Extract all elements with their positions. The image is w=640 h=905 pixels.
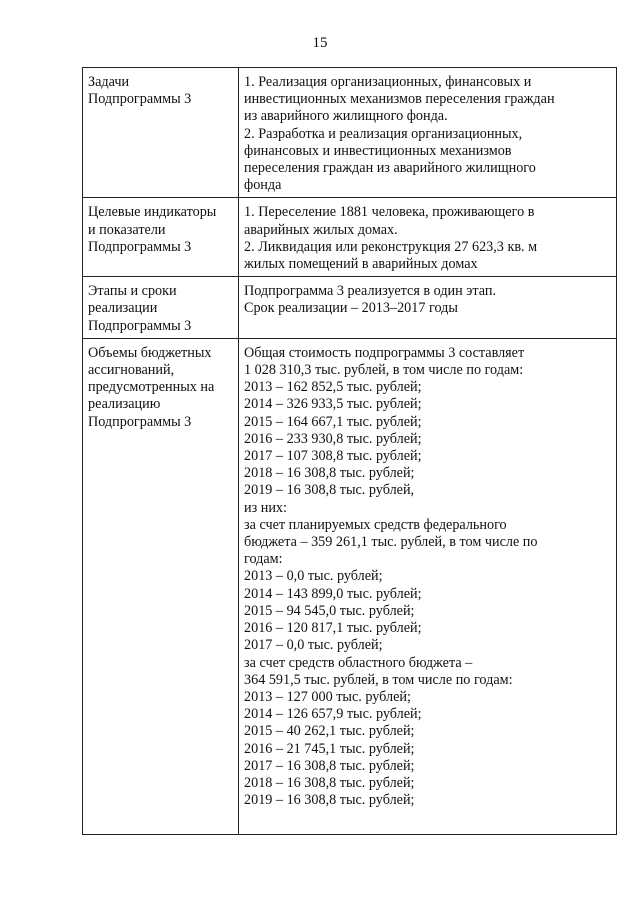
row-value-line: Общая стоимость подпрограммы 3 составляет xyxy=(244,344,525,361)
row-value-line: 1. Переселение 1881 человека, проживающего в xyxy=(244,204,535,221)
table-row xyxy=(83,277,617,339)
row-value-line: 2. Разработка и реализация организационных, xyxy=(244,125,523,142)
row-label-line: реализацию xyxy=(88,396,161,413)
row-value-line: 2018 – 16 308,8 тыс. рублей; xyxy=(244,774,415,791)
row-value-line: за счет планируемых средств федерального xyxy=(244,516,507,533)
row-value-line: аварийных жилых домах. xyxy=(244,221,398,238)
row-value-line: жилых помещений в аварийных домах xyxy=(244,256,478,273)
row-label-line: Подпрограммы 3 xyxy=(88,317,192,334)
row-label-line: ассигнований, xyxy=(88,362,175,379)
row-value-cell xyxy=(239,277,617,339)
row-value-line: 2014 – 126 657,9 тыс. рублей; xyxy=(244,706,422,723)
row-value-line: фонда xyxy=(244,177,282,194)
row-value-line: бюджета – 359 261,1 тыс. рублей, в том числе по xyxy=(244,534,538,551)
row-value-line: 2019 – 16 308,8 тыс. рублей, xyxy=(244,482,415,499)
row-value-line: 2013 – 162 852,5 тыс. рублей; xyxy=(244,379,422,396)
page-number: 15 xyxy=(312,35,328,51)
row-label-line: реализации xyxy=(88,300,158,317)
row-value-cell xyxy=(239,338,617,834)
cell-bottom-spacer xyxy=(244,809,612,831)
row-label-cell xyxy=(83,68,239,198)
subprogram-passport-table xyxy=(82,67,617,835)
row-value-line: 364 591,5 тыс. рублей, в том числе по годам: xyxy=(244,671,513,688)
row-value-line: 2015 – 164 667,1 тыс. рублей; xyxy=(244,413,422,430)
row-value-line: 2017 – 16 308,8 тыс. рублей; xyxy=(244,757,415,774)
row-value-line: Срок реализации – 2013–2017 годы xyxy=(244,300,458,317)
row-label-line: Подпрограммы 3 xyxy=(88,91,192,108)
row-value-line: инвестиционных механизмов переселения граждан xyxy=(244,91,555,108)
row-value-line: Подпрограмма 3 реализуется в один этап. xyxy=(244,283,496,300)
row-value-line: 2013 – 127 000 тыс. рублей; xyxy=(244,688,411,705)
row-value-line: финансовых и инвестиционных механизмов xyxy=(244,142,512,159)
row-label-cell xyxy=(83,338,239,834)
table-row xyxy=(83,338,617,834)
passport-table-body xyxy=(83,68,617,835)
row-label-line: Целевые индикаторы xyxy=(88,204,217,221)
row-value-line: из них: xyxy=(244,499,287,516)
row-label-line: и показатели xyxy=(88,221,166,238)
row-value-cell xyxy=(239,68,617,198)
row-label-line: Подпрограммы 3 xyxy=(88,238,192,255)
row-value-line: 2017 – 0,0 тыс. рублей; xyxy=(244,637,383,654)
row-value-line: 1 028 310,3 тыс. рублей, в том числе по годам: xyxy=(244,362,524,379)
row-label-line: Объемы бюджетных xyxy=(88,344,212,361)
row-value-line: 2. Ликвидация или реконструкция 27 623,3 кв. м xyxy=(244,238,538,255)
row-value-line: 2016 – 120 817,1 тыс. рублей; xyxy=(244,620,422,637)
row-value-line: 2018 – 16 308,8 тыс. рублей; xyxy=(244,465,415,482)
row-label-line: предусмотренных на xyxy=(88,379,215,396)
row-value-cell xyxy=(239,198,617,277)
row-value-line: 2015 – 94 545,0 тыс. рублей; xyxy=(244,602,415,619)
row-value-line: 2016 – 21 745,1 тыс. рублей; xyxy=(244,740,415,757)
row-value-line: 2014 – 143 899,0 тыс. рублей; xyxy=(244,585,422,602)
row-label-cell xyxy=(83,277,239,339)
row-value-line: 2016 – 233 930,8 тыс. рублей; xyxy=(244,430,422,447)
row-value-line: 2019 – 16 308,8 тыс. рублей; xyxy=(244,792,415,809)
table-row xyxy=(83,68,617,198)
row-value-line: 1. Реализация организационных, финансовых и xyxy=(244,74,532,90)
row-label-line: Задачи xyxy=(88,74,130,90)
row-label-cell xyxy=(83,198,239,277)
row-value-line: из аварийного жилищного фонда. xyxy=(244,108,448,125)
row-value-line: годам: xyxy=(244,551,283,568)
row-value-line: 2015 – 40 262,1 тыс. рублей; xyxy=(244,723,415,740)
table-row xyxy=(83,198,617,277)
row-label-line: Подпрограммы 3 xyxy=(88,413,192,430)
row-value-line: 2014 – 326 933,5 тыс. рублей; xyxy=(244,396,422,413)
row-label-line: Этапы и сроки xyxy=(88,283,177,300)
row-value-line: 2013 – 0,0 тыс. рублей; xyxy=(244,568,383,585)
row-value-line: переселения граждан из аварийного жилищного xyxy=(244,160,536,177)
row-value-line: 2017 – 107 308,8 тыс. рублей; xyxy=(244,448,422,465)
row-value-line: за счет средств областного бюджета – xyxy=(244,654,473,671)
